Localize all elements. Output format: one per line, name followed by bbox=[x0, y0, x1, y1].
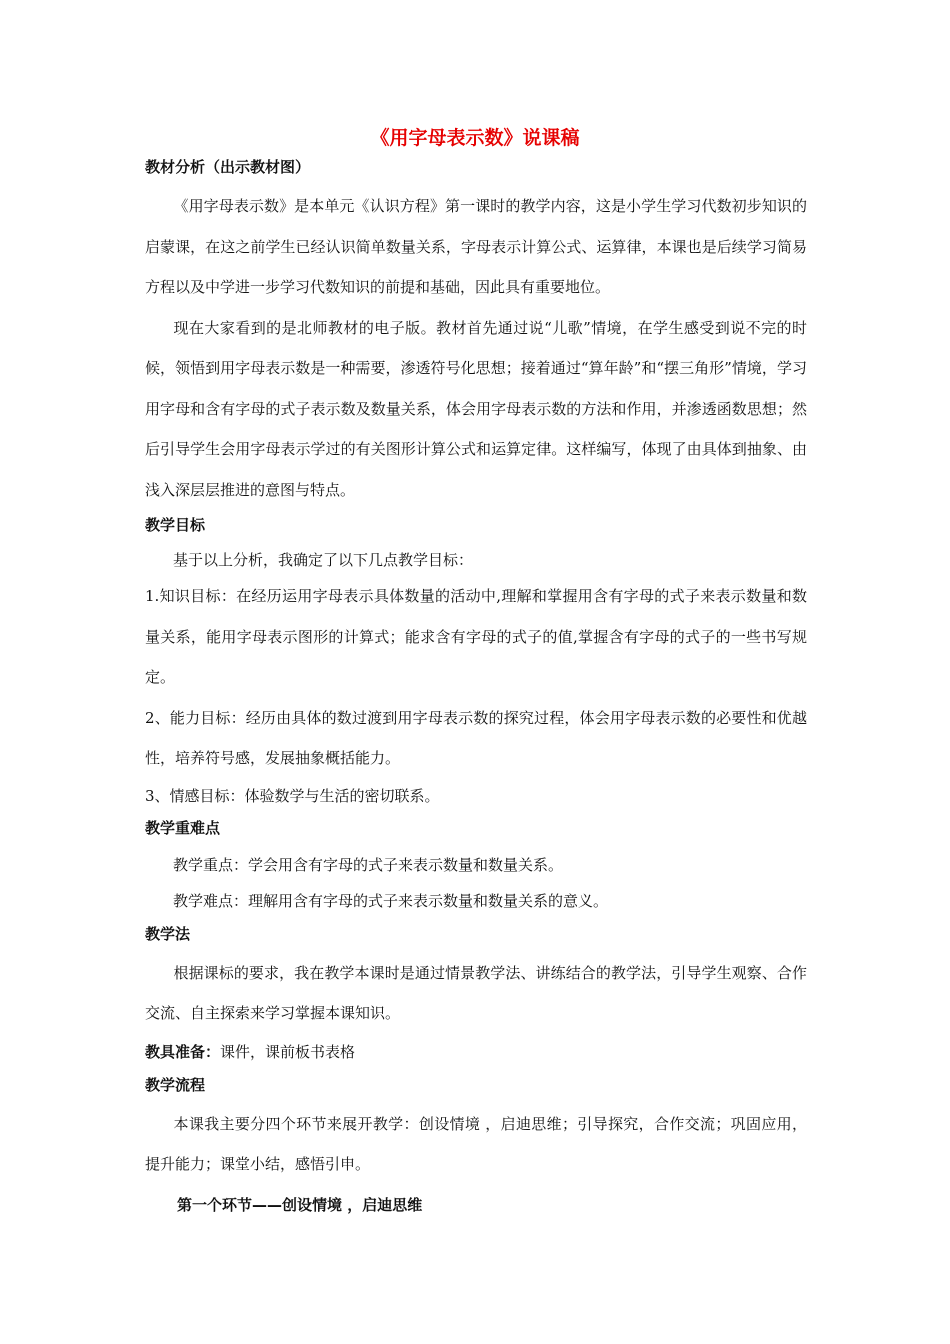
section-heading-process: 教学流程 bbox=[145, 1075, 206, 1094]
document-body bbox=[145, 152, 807, 1225]
section-heading-method: 教学法 bbox=[145, 924, 191, 943]
tools-line bbox=[145, 1034, 807, 1070]
key-point: 教学重点：学会用含有字母的式子来表示数量和数量关系。 bbox=[173, 855, 564, 874]
goal-knowledge: 1.知识目标：在经历运用字母表示具体数量的活动中,理解和掌握用含有字母的式子来表示数量和数量关系，能用字母表示图形的计算式；能求含有字母的式子的值,掌握含有字母的式子的一些书写规定。 bbox=[145, 587, 807, 686]
document-title: 《用字母表示数》说课稿 bbox=[370, 127, 580, 149]
tools-text: 课件，课前板书表格 bbox=[220, 1042, 356, 1061]
process-step-1: 第一个环节——创设情境 ，启迪思维 bbox=[177, 1195, 423, 1214]
tools-label: 教具准备： bbox=[145, 1042, 221, 1061]
goal-ability: 2、能力目标：经历由具体的数过渡到用字母表示数的探究过程，体会用字母表示数的必要性和优越性，培养符号感，发展抽象概括能力。 bbox=[145, 708, 807, 767]
analysis-paragraph-1: 《用字母表示数》是本单元《认识方程》第一课时的教学内容，这是小学生学习代数初步知识的启蒙课，在这之前学生已经认识简单数量关系，字母表示计算公式、运算律，本课也是后续学习简易方程以及中学进一步学习代数知识的前提和基础，因此具有重要地位。 bbox=[145, 197, 807, 296]
goal-emotion: 3、情感目标：体验数学与生活的密切联系。 bbox=[145, 786, 440, 805]
difficult-point: 教学难点：理解用含有字母的式子来表示数量和数量关系的意义。 bbox=[173, 891, 609, 910]
analysis-paragraph-2: 现在大家看到的是北师教材的电子版。教材首先通过说“儿歌”情境，在学生感受到说不完的时候，领悟到用字母表示数是一种需要，渗透符号化思想；接着通过“算年龄”和“摆三角形”情境，学习用字母和含有字母的式子表示数及数量关系，体会用字母表示数的方法和作用，并渗透函数思想；然后引导学生会用字母表示学过的有关图形计算公式和运算定律。这样编写，体现了由具体到抽象、由浅入深层层推进的意图与特点。 bbox=[145, 318, 807, 499]
process-intro: 本课我主要分四个环节来展开教学：创设情境 ，启迪思维；引导探究，合作交流；巩固应用，提升能力；课堂小结，感悟引申。 bbox=[145, 1114, 807, 1173]
section-heading-keypoints: 教学重难点 bbox=[145, 818, 221, 837]
method-paragraph: 根据课标的要求，我在教学本课时是通过情景教学法、讲练结合的教学法，引导学生观察、合作交流、自主探索来学习掌握本课知识。 bbox=[145, 963, 807, 1022]
section-heading-goals: 教学目标 bbox=[145, 516, 206, 534]
goals-intro: 基于以上分析，我确定了以下几点教学目标： bbox=[173, 551, 474, 569]
section-heading-analysis: 教材分析（出示教材图） bbox=[145, 158, 311, 176]
